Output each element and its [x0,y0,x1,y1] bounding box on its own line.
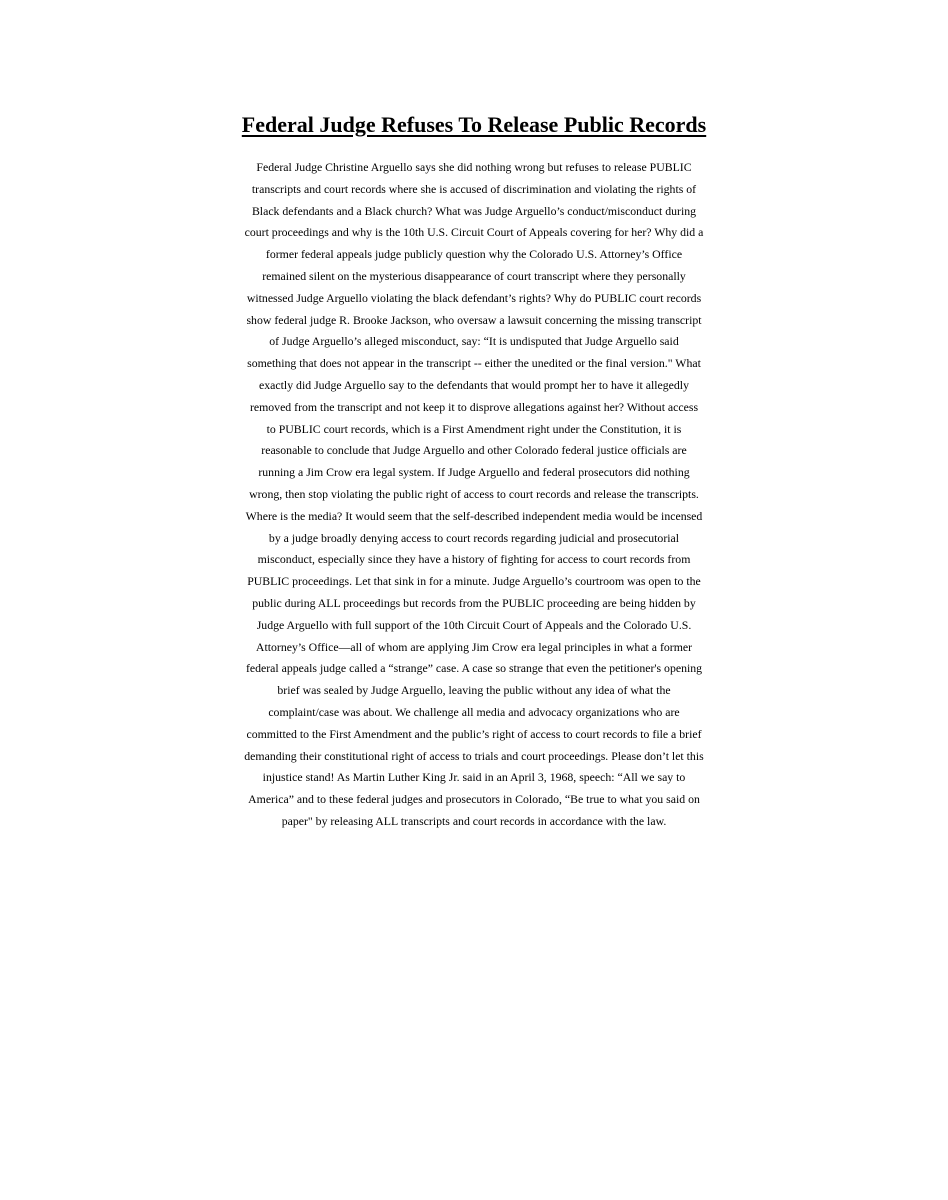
text-line: exactly did Judge Arguello say to the defendants that would prompt her to have it allegedly [259,377,689,392]
text-line: paper" by releasing ALL transcripts and court records in accordance with the law. [281,813,667,828]
text-line: former federal appeals judge publicly question why the Colorado U.S. Attorney’s Office [265,247,683,262]
text-line: wrong, then stop violating the public right of access to court records and release the transcripts. [249,486,699,501]
text-line: misconduct, especially since they have a history of fighting for access to court records from [257,552,691,567]
text-line: by a judge broadly denying access to court records regarding judicial and prosecutorial [268,530,680,545]
text-line: removed from the transcript and not keep it to disprove allegations against her? Without access [249,399,699,414]
text-line: federal appeals judge called a “strange” case. A case so strange that even the petitioner's opening [245,661,703,676]
text-line: committed to the First Amendment and the public’s right of access to court records to file a brief [246,726,702,741]
text-line: injustice stand! As Martin Luther King Jr. said in an April 3, 1968, speech: “All we say to [262,770,686,785]
text-line: of Judge Arguello’s alleged misconduct, say: “It is undisputed that Judge Arguello said [269,334,679,349]
text-line: something that does not appear in the transcript -- either the unedited or the final version." What [247,356,701,371]
body-paragraph [0,157,948,833]
text-line: show federal judge R. Brooke Jackson, who oversaw a lawsuit concerning the missing transcript [246,312,702,327]
text-line: public during ALL proceedings but records from the PUBLIC proceeding are being hidden by [252,595,696,610]
text-line: Attorney’s Office—all of whom are applying Jim Crow era legal principles in what a former [255,639,693,654]
text-line: complaint/case was about. We challenge all media and advocacy organizations who are [268,704,680,719]
text-line: PUBLIC proceedings. Let that sink in for a minute. Judge Arguello’s courtroom was open to the [247,574,701,589]
text-line: reasonable to conclude that Judge Arguello and other Colorado federal justice officials are [261,443,687,458]
text-line: America” and to these federal judges and prosecutors in Colorado, “Be true to what you said on [248,792,700,807]
text-line: brief was sealed by Judge Arguello, leaving the public without any idea of what the [277,683,671,698]
text-line: remained silent on the mysterious disappearance of court transcript where they personally [262,268,686,283]
text-line: to PUBLIC court records, which is a First Amendment right under the Constitution, it is [266,421,682,436]
text-line: Judge Arguello with full support of the 10th Circuit Court of Appeals and the Colorado U.S. [256,617,692,632]
text-line: Where is the media? It would seem that the self-described independent media would be incensed [245,508,703,523]
text-line: Black defendants and a Black church? What was Judge Arguello’s conduct/misconduct during [251,203,697,218]
text-line: demanding their constitutional right of access to trials and court proceedings. Please don’t let this [244,748,704,763]
page-title: Federal Judge Refuses To Release Public Records [241,112,707,137]
text-line: running a Jim Crow era legal system. If Judge Arguello and federal prosecutors did nothing [258,465,690,480]
text-line: court proceedings and why is the 10th U.S. Circuit Court of Appeals covering for her? Why did a [244,225,704,240]
text-line: transcripts and court records where she is accused of discrimination and violating the rights of [251,181,697,196]
text-line: witnessed Judge Arguello violating the black defendant’s rights? Why do PUBLIC court records [246,290,702,305]
text-line: Federal Judge Christine Arguello says she did nothing wrong but refuses to release PUBLIC [256,160,692,174]
